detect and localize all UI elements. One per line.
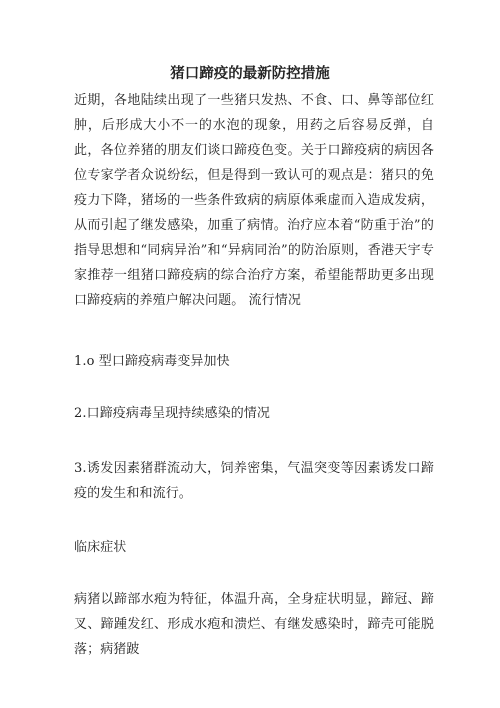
section-heading-clinical: 临床症状 bbox=[74, 540, 127, 555]
list-item-1: 1.o 型口蹄疫病毒变异加快 bbox=[74, 354, 230, 369]
list-item-3: 3.诱发因素猪群流动大，饲养密集，气温突变等因素诱发口蹄疫的发生和和流行。 bbox=[74, 461, 434, 501]
clinical-paragraph: 病猪以蹄部水疱为特征，体温升高，全身症状明显，蹄冠、蹄叉、蹄踵发红、形成水疱和溃烂、有继发感染时，蹄壳可能脱落；病猪跛 bbox=[74, 592, 434, 657]
list-item-2: 2.口蹄疫病毒呈现持续感染的情况 bbox=[74, 406, 271, 421]
intro-paragraph: 近期，各地陆续出现了一些猪只发热、不食、口、鼻等部位红肿，后形成大小不一的水泡的现象，用药之后容易反弹，自此，各位养猪的朋友们谈口蹄疫色变。关于口蹄疫病的病因各位专家学者众说纷纭，但是得到一致认可的观点是：猪只的免疫力下降，猪场的一些条件致病的病原体乘虚而入造成发病，从而引起了继发感染，加重了病情。治疗应本着“防重于治”的指导思想和“同病异治”和“异病同治”的防治原则，香港天宇专家推荐一组猪口蹄疫病的综合治疗方案，希望能帮助更多出现口蹄疫病的养殖户解决问题。 流行情况 bbox=[74, 93, 434, 308]
document-title: 猪口蹄疫的最新防控措施 bbox=[170, 66, 330, 82]
